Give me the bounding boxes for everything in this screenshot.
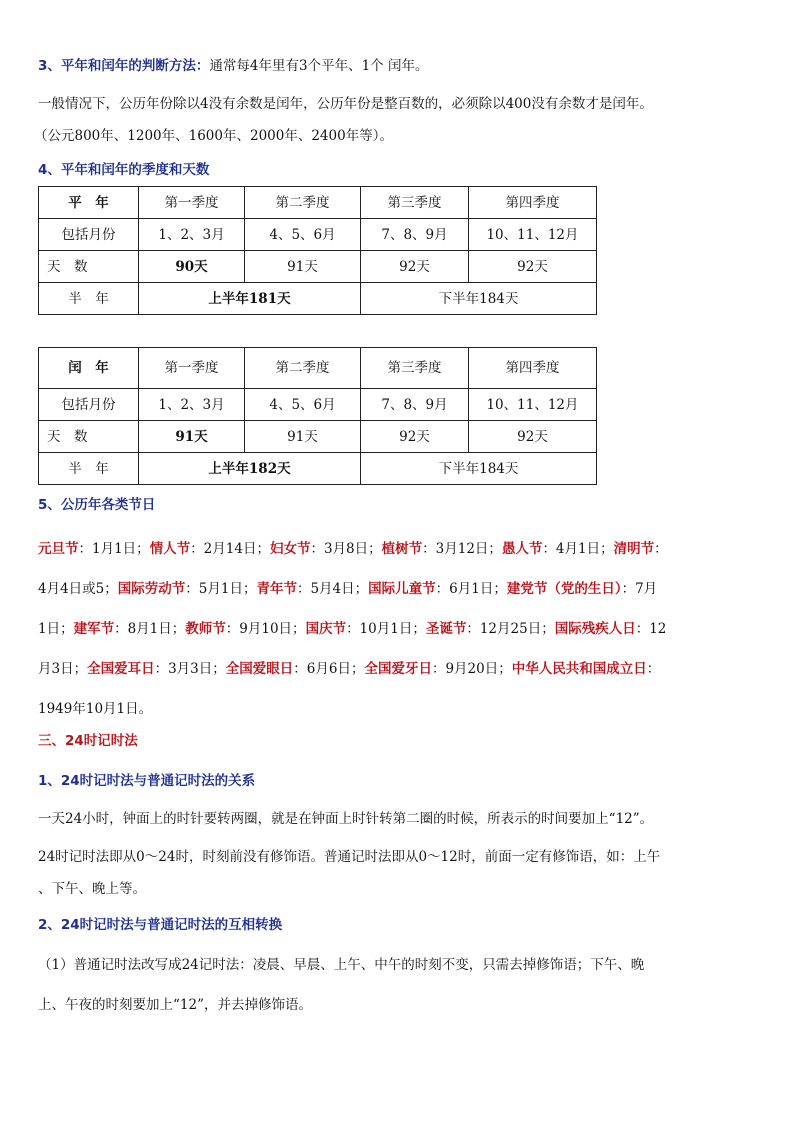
table-cell: 92天: [469, 421, 597, 453]
holiday-name: 元旦节: [38, 541, 79, 557]
table-cell: 92天: [469, 251, 597, 283]
holiday-date: ：6月6日；: [293, 661, 365, 677]
holiday-date: ：12: [635, 621, 667, 637]
table-cell: 上半年182天: [139, 453, 361, 485]
section-3-2-paragraph-cont: 上、午夜的时刻要加上“12”，并去掉修饰语。: [38, 997, 312, 1013]
holiday-name: 建军节: [73, 621, 115, 637]
table-row: [39, 348, 597, 389]
section-3-2-paragraph: （1）普通记时法改写成24记时法：凌晨、早晨、上午、中午的时刻不变，只需去掉修饰语；下午、晚: [38, 957, 645, 973]
holiday-date: ：: [646, 661, 661, 677]
section-3-line: [38, 56, 760, 76]
holiday-date: 1日；: [38, 621, 74, 637]
holiday-name: 中华人民共和国成立日: [511, 661, 647, 677]
holiday-date: ：9月10日；: [225, 621, 306, 637]
section-3-1-paragraph-2-cont: 、下午、晚上等。: [38, 881, 146, 897]
holiday-date: ：12月25日；: [466, 621, 555, 637]
holiday-name: 国庆节: [305, 621, 347, 637]
holiday-name: 清明节: [613, 541, 655, 557]
holiday-date: ：3月3日；: [154, 661, 226, 677]
table-cell: 第三季度: [361, 187, 469, 219]
table-row: [39, 421, 597, 453]
section-5-title: 5、公历年各类节日: [38, 497, 156, 513]
holiday-date: ：10月1日；: [346, 621, 426, 637]
table-cell: 半 年: [39, 453, 139, 485]
table-cell: 第一季度: [139, 348, 245, 389]
table-cell: 91天: [139, 421, 245, 453]
table-cell: 7、8、9月: [361, 389, 469, 421]
holiday-name: 国际劳动节: [117, 581, 186, 597]
table-row: [39, 453, 597, 485]
table-row: [39, 389, 597, 421]
holiday-name: 妇女节: [269, 541, 311, 557]
table-cell: 92天: [361, 421, 469, 453]
table-cell: 下半年184天: [361, 283, 597, 315]
holiday-date: ：8月1日；: [114, 621, 186, 637]
table-cell: 上半年181天: [139, 283, 361, 315]
holiday-date: ：7月: [621, 581, 658, 597]
table-cell: 闰 年: [39, 348, 139, 389]
holiday-name: 圣诞节: [425, 621, 467, 637]
table-row: [39, 283, 597, 315]
section-4-title: 4、平年和闰年的季度和天数: [38, 162, 210, 178]
holiday-name: 全国爱眼日: [225, 661, 294, 677]
table-cell: 包括月份: [39, 389, 139, 421]
table-cell: 10、11、12月: [469, 219, 597, 251]
holiday-line: [38, 529, 760, 569]
holiday-date: 月3日；: [38, 661, 88, 677]
holiday-date: 4月4日或5；: [38, 581, 118, 597]
table-cell: 天 数: [39, 421, 139, 453]
table-cell: 92天: [361, 251, 469, 283]
holiday-date: ：9月20日；: [431, 661, 512, 677]
table-cell: 包括月份: [39, 219, 139, 251]
holiday-line: [38, 689, 760, 729]
table-row: [39, 251, 597, 283]
table-cell: 1、2、3月: [139, 219, 245, 251]
table-cell: 7、8、9月: [361, 219, 469, 251]
holiday-name: 植树节: [381, 541, 423, 557]
table-cell: 90天: [139, 251, 245, 283]
table-row: [39, 187, 597, 219]
section-3-intro: 通常每4年里有3个平年、1个 闰年。: [209, 58, 429, 74]
table-cell: 10、11、12月: [469, 389, 597, 421]
common-year-table: [38, 186, 597, 315]
table-cell: 91天: [245, 251, 361, 283]
holiday-date: ：5月4日；: [296, 581, 369, 597]
table-cell: 第三季度: [361, 348, 469, 389]
section-3-1-title: 1、24时记时法与普通记时法的关系: [38, 773, 256, 789]
table-cell: 第四季度: [469, 348, 597, 389]
holiday-name: 全国爱耳日: [87, 661, 155, 677]
holiday-date: ：3月8日；: [310, 541, 382, 557]
holiday-date: ：6月1日；: [435, 581, 507, 597]
holiday-date: ：: [654, 541, 668, 557]
section-three-title: 三、24时记时法: [38, 733, 138, 749]
table-cell: 第一季度: [139, 187, 245, 219]
section-3-1-paragraph-2: 24时记时法即从0～24时，时刻前没有修饰语。普通记时法即从0～12时，前面一定有修饰语，如：上午: [38, 849, 661, 865]
table-cell: 平 年: [39, 187, 139, 219]
table-row: [39, 219, 597, 251]
table-cell: 4、5、6月: [245, 219, 361, 251]
table-cell: 1、2、3月: [139, 389, 245, 421]
holiday-name: 国际儿童节: [368, 581, 436, 597]
table-cell: 第四季度: [469, 187, 597, 219]
table-cell: 4、5、6月: [245, 389, 361, 421]
holiday-name: 全国爱牙日: [364, 661, 432, 677]
holiday-list: [38, 529, 760, 729]
holiday-date: ：4月1日；: [542, 541, 614, 557]
holiday-name: 建党节（党的生日）: [506, 581, 622, 597]
holiday-name: 国际残疾人日: [554, 621, 636, 637]
section-3-2-title: 2、24时记时法与普通记时法的互相转换: [38, 917, 283, 933]
section-3-paragraph-1: 一般情况下，公历年份除以4没有余数是闰年，公历年份是整百数的，必须除以400没有余数才是闰年。: [38, 96, 653, 112]
holiday-line: [38, 649, 760, 689]
table-cell: 91天: [245, 421, 361, 453]
section-3-paragraph-2: （公元800年、1200年、1600年、2000年、2400年等）。: [34, 128, 393, 144]
holiday-name: 愚人节: [501, 541, 543, 557]
holiday-line: [38, 569, 760, 609]
document-page: [34, 50, 760, 1015]
table-cell: 半 年: [39, 283, 139, 315]
section-3-title: 3、平年和闰年的判断方法：: [38, 58, 210, 74]
table-cell: 天 数: [39, 251, 139, 283]
holiday-line: [38, 609, 760, 649]
holiday-date: ：1月1日；: [78, 541, 150, 557]
holiday-name: 青年节: [256, 581, 297, 597]
holiday-name: 教师节: [185, 621, 226, 637]
holiday-date: ：3月12日；: [422, 541, 502, 557]
holiday-date: ：2月14日；: [190, 541, 270, 557]
holiday-date: 1949年10月1日。: [38, 701, 153, 717]
leap-year-table: [38, 347, 597, 485]
table-cell: 第二季度: [245, 187, 361, 219]
section-3-1-paragraph-1: 一天24小时，钟面上的时针要转两圈，就是在钟面上时针转第二圈的时候，所表示的时间要加上“12”。: [38, 811, 654, 827]
holiday-date: ：5月1日；: [185, 581, 257, 597]
holiday-name: 情人节: [149, 541, 191, 557]
table-cell: 下半年184天: [361, 453, 597, 485]
table-cell: 第二季度: [245, 348, 361, 389]
